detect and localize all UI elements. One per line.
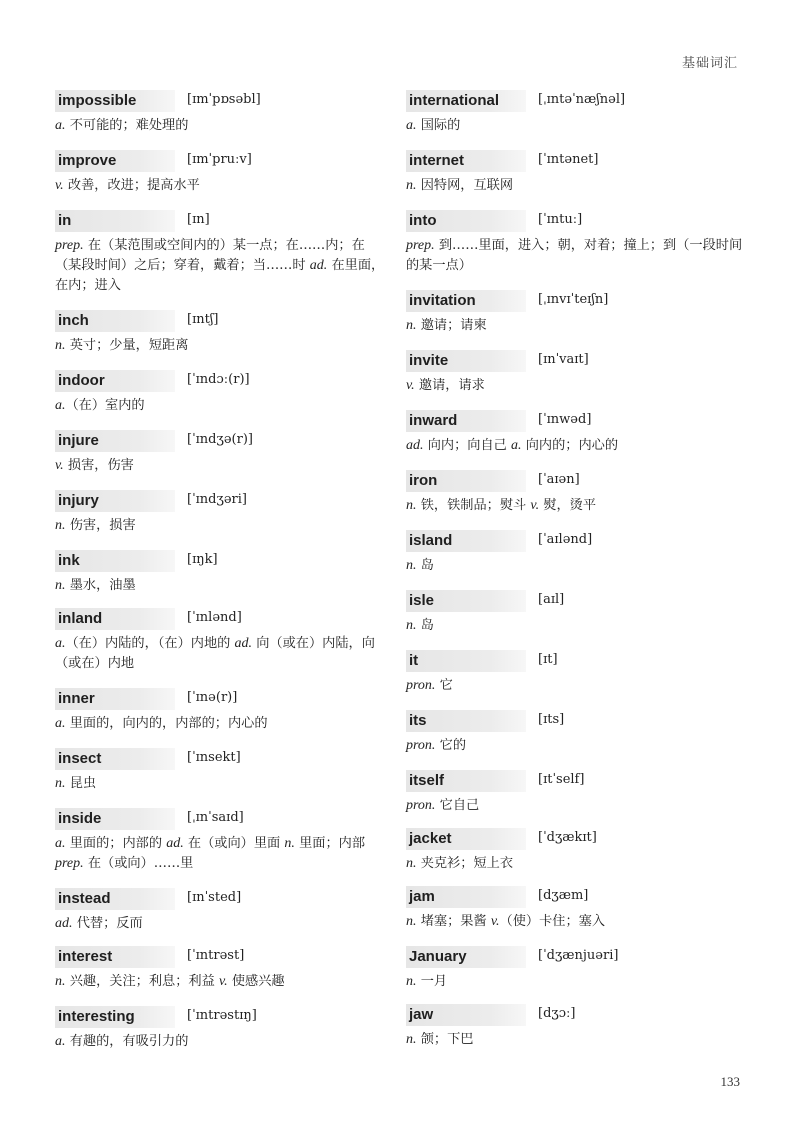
part-of-speech: n. [55,974,66,989]
pronunciation: [ˈɪnsekt] [187,750,241,765]
entry-headword-row [55,748,390,772]
entry-headword-row [406,90,751,114]
entry-headword-row [406,828,751,852]
part-of-speech: a. [55,716,66,731]
definition-text: 里面的，向内的，内部的；内心的 [65,716,268,731]
definition [55,576,390,596]
definition [55,236,390,296]
dictionary-entry [406,770,751,816]
part-of-speech: n. [406,178,417,193]
definition-text: 里面；内部 [294,836,366,851]
pronunciation: [aɪl] [538,592,565,607]
pronunciation: [ˈaɪən] [538,472,580,487]
part-of-speech: n. [406,558,417,573]
pronunciation: [ˌɪnˈsaɪd] [187,810,244,825]
part-of-speech: prep. [406,238,435,253]
definition [406,854,751,874]
definition [406,796,751,816]
pronunciation: [ɪntʃ] [187,312,219,327]
dictionary-entry [55,1006,390,1052]
pronunciation: [ɪmˈpɒsəbl] [187,92,261,107]
definition-text: 在里面，在内；进入 [55,258,385,293]
part-of-speech: v. [55,178,64,193]
headword-highlight [406,650,526,672]
definition-text: 岛 [416,618,434,633]
dictionary-entry [55,430,390,476]
dictionary-entry [406,710,751,756]
definition-text: 邀请；请柬 [416,318,487,333]
dictionary-entry [55,490,390,536]
definition-text: 它的 [435,738,467,753]
headword: interest [58,948,113,965]
dictionary-entry [406,210,751,276]
headword: January [409,948,467,965]
headword: injury [58,492,99,509]
part-of-speech: n. [406,974,417,989]
headword: iron [409,472,438,489]
definition [406,972,751,992]
entry-headword-row [406,470,751,494]
dictionary-entry [406,290,751,336]
definition [55,336,390,356]
definition-text: 国际的 [416,118,461,133]
definition-text: 在（或向）里面 [183,836,285,851]
definition [55,634,390,674]
definition-text: 昆虫 [65,776,97,791]
headword: internet [409,152,465,169]
entry-headword-row [406,410,751,434]
dictionary-entry [55,210,390,296]
definition [55,714,390,734]
part-of-speech: n. [55,518,66,533]
part-of-speech: v. [218,974,228,989]
headword: instead [58,890,111,907]
entry-headword-row [55,310,390,334]
definition [406,912,751,932]
definition-text: 到……里面，进入；朝，对着；撞上；到（一段时间的某一点） [406,238,743,273]
part-of-speech: n. [55,776,66,791]
headword: injure [58,432,99,449]
definition [55,456,390,476]
headword: jam [409,888,435,905]
part-of-speech: v. [490,914,500,929]
pronunciation: [ɪn] [187,212,210,227]
pronunciation: [ˈɪndʒəri] [187,492,247,507]
headword: impossible [58,92,137,109]
definition-text: 一月 [416,974,448,989]
part-of-speech: n. [406,618,417,633]
pronunciation: [ɪnˈsted] [187,890,242,905]
definition-text: 夹克衫；短上衣 [416,856,514,871]
headword: indoor [58,372,105,389]
dictionary-entry [55,608,390,674]
definition [55,176,390,196]
entry-headword-row [55,688,390,712]
part-of-speech: a. [55,118,66,133]
entry-headword-row [55,210,390,234]
part-of-speech: n. [406,856,417,871]
definition [406,1030,751,1050]
dictionary-entry [406,946,751,992]
dictionary-entry [406,650,751,696]
entry-headword-row [55,490,390,514]
dictionary-entry [55,688,390,734]
definition [406,556,751,576]
pronunciation: [ɪnˈvaɪt] [538,352,589,367]
headword: inner [58,690,95,707]
definition [55,116,390,136]
part-of-speech: ad. [55,916,73,931]
part-of-speech: a. [55,836,66,851]
definition [406,116,751,136]
dictionary-entry [406,886,751,932]
pronunciation: [dʒæm] [538,888,589,903]
part-of-speech: n. [406,1032,417,1047]
headword: isle [409,592,435,609]
entry-headword-row [55,888,390,912]
dictionary-entry [406,470,751,516]
definition [406,676,751,696]
headword: ink [58,552,80,569]
entry-headword-row [406,886,751,910]
page-number: 133 [720,1074,740,1089]
dictionary-entry [55,748,390,794]
running-header: 基础词汇 [681,56,738,71]
dictionary-entry [406,1004,751,1050]
entry-headword-row [55,608,390,632]
definition-text: 墨水，油墨 [65,578,136,593]
definition [406,176,751,196]
entry-headword-row [406,710,751,734]
part-of-speech: a. [406,118,417,133]
definition-text: 代替；反而 [72,916,143,931]
definition-text: （使）卡住；塞入 [499,914,606,929]
dictionary-entry [406,410,751,456]
headword: in [58,212,72,229]
definition-text: 有趣的，有吸引力的 [65,1034,189,1049]
dictionary-entry [55,946,390,992]
headword: inland [58,610,103,627]
pronunciation: [ɪts] [538,712,565,727]
pronunciation: [ɪŋk] [187,552,218,567]
pronunciation: [ˈaɪlənd] [538,532,593,547]
pronunciation: [ˈdʒænjuəri] [538,948,619,963]
definition-text: 铁，铁制品；熨斗 [416,498,531,513]
pronunciation: [ɪmˈpruːv] [187,152,252,167]
definition [406,236,751,276]
part-of-speech: a. [55,636,66,651]
definition-text: 因特网，互联网 [416,178,514,193]
definition-text: （在）室内的 [65,398,145,413]
dictionary-entry [406,828,751,874]
part-of-speech: a. [511,438,522,453]
part-of-speech: ad. [166,836,184,851]
pronunciation: [dʒɔː] [538,1006,576,1021]
headword: inward [409,412,458,429]
headword: insect [58,750,102,767]
part-of-speech: n. [284,836,295,851]
part-of-speech: n. [406,318,417,333]
definition-text: 向（或在）内陆，向（或在）内地 [55,636,375,671]
headword: interesting [58,1008,135,1025]
dictionary-entry [406,530,751,576]
entry-headword-row [55,808,390,832]
entry-headword-row [406,290,751,314]
pronunciation: [ɪtˈself] [538,772,585,787]
dictionary-entry [55,808,390,874]
pronunciation: [ˈɪntənet] [538,152,599,167]
dictionary-entry [55,310,390,356]
pronunciation: [ˈɪnə(r)] [187,690,238,705]
dictionary-entry [55,370,390,416]
definition-text: 使感兴趣 [227,974,285,989]
part-of-speech: ad. [234,636,253,651]
dictionary-entry [55,550,390,596]
entry-headword-row [406,1004,751,1028]
entry-headword-row [406,770,751,794]
headword: invite [409,352,449,369]
part-of-speech: prep. [55,856,84,871]
pronunciation: [ˈɪndɔː(r)] [187,372,250,387]
headword: itself [409,772,445,789]
definition [406,616,751,636]
entry-headword-row [55,370,390,394]
pronunciation: [ˈɪndʒə(r)] [187,432,253,447]
entry-headword-row [55,150,390,174]
headword: international [409,92,500,109]
definition-text: （在）内陆的，（在）内地的 [65,636,235,651]
entry-headword-row [406,530,751,554]
part-of-speech: ad. [406,438,424,453]
definition-text: 它 [435,678,453,693]
part-of-speech: prep. [55,238,84,253]
definition-text: 不可能的；难处理的 [65,118,189,133]
entry-headword-row [55,946,390,970]
part-of-speech: a. [55,1034,66,1049]
definition [406,376,751,396]
entry-headword-row [55,90,390,114]
part-of-speech: v. [530,498,540,513]
part-of-speech: pron. [406,678,436,693]
pronunciation: [ɪt] [538,652,558,667]
pronunciation: [ˌɪnvɪˈteɪʃn] [538,292,609,307]
part-of-speech: n. [55,338,66,353]
definition-text: 颌；下巴 [416,1032,474,1047]
pronunciation: [ˈdʒækɪt] [538,830,597,845]
definition-text: 堵塞；果酱 [416,914,491,929]
part-of-speech: ad. [309,258,328,273]
entry-headword-row [55,430,390,454]
headword: jacket [409,830,452,847]
definition [406,736,751,756]
definition-text: 向内的；内心的 [521,438,619,453]
headword: invitation [409,292,476,309]
definition-text: 邀请，请求 [414,378,485,393]
definition [55,914,390,934]
dictionary-entry [406,90,751,136]
definition [55,516,390,536]
dictionary-entry [406,350,751,396]
dictionary-entry [55,888,390,934]
pronunciation: [ˌɪntəˈnæʃnəl] [538,92,626,107]
entry-headword-row [406,350,751,374]
definition [406,436,751,456]
pronunciation: [ˈɪntrəst] [187,948,245,963]
dictionary-entry [406,590,751,636]
part-of-speech: v. [55,458,64,473]
definition-text: 改善，改进；提高水平 [63,178,200,193]
part-of-speech: pron. [406,738,436,753]
entry-headword-row [406,650,751,674]
definition-text: 损害，伤害 [63,458,134,473]
definition-text: 在（某范围或空间内的）某一点；在……内；在（某段时间）之后；穿着，戴着；当……时 [55,238,365,273]
entry-headword-row [406,946,751,970]
definition-text: 岛 [416,558,434,573]
definition [406,316,751,336]
definition [406,496,751,516]
part-of-speech: n. [55,578,66,593]
entry-headword-row [406,590,751,614]
definition-text: 在（或向）……里 [83,856,194,871]
headword: inch [58,312,89,329]
headword-highlight [55,210,175,232]
headword: its [409,712,427,729]
entry-headword-row [55,1006,390,1030]
part-of-speech: n. [406,914,417,929]
entry-headword-row [406,210,751,234]
pronunciation: [ˈɪnwəd] [538,412,592,427]
headword: it [409,652,419,669]
entry-headword-row [406,150,751,174]
entry-headword-row [55,550,390,574]
definition [55,396,390,416]
definition-text: 英寸；少量，短距离 [65,338,189,353]
pronunciation: [ˈɪntrəstɪŋ] [187,1008,257,1023]
definition [55,972,390,992]
definition-text: 向内；向自己 [423,438,512,453]
definition [55,1032,390,1052]
definition-text: 熨，烫平 [539,498,597,513]
part-of-speech: v. [406,378,415,393]
pronunciation: [ˈɪnlənd] [187,610,242,625]
pronunciation: [ˈɪntuː] [538,212,583,227]
part-of-speech: n. [406,498,417,513]
dictionary-entry [406,150,751,196]
definition-text: 兴趣，关注；利息；利益 [65,974,219,989]
dictionary-entry [55,150,390,196]
headword: jaw [409,1006,434,1023]
definition [55,834,390,874]
definition-text: 伤害，损害 [65,518,136,533]
definition-text: 它自己 [435,798,480,813]
dictionary-entry [55,90,390,136]
headword: improve [58,152,117,169]
part-of-speech: a. [55,398,66,413]
definition-text: 里面的；内部的 [65,836,167,851]
headword: island [409,532,453,549]
headword: into [409,212,437,229]
definition [55,774,390,794]
part-of-speech: pron. [406,798,436,813]
headword: inside [58,810,102,827]
